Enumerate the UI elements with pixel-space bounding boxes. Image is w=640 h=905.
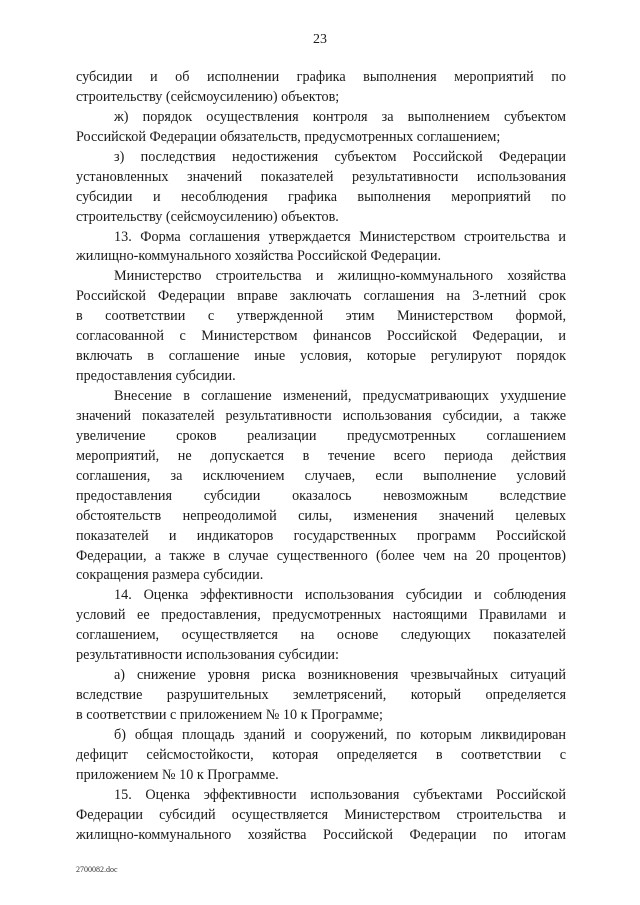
footer-filename: 2700082.doc	[76, 865, 118, 874]
paragraph	[76, 786, 566, 846]
page-number: 23	[313, 32, 327, 47]
text-line: в соответствии с приложением № 10 к Программе;	[76, 707, 383, 723]
text-line: строительству (сейсмоусилению) объектов;	[76, 88, 340, 105]
paragraph	[76, 68, 566, 108]
text-line: согласованной с Министерством финансов Российской Федерации, и	[76, 328, 566, 345]
paragraph	[76, 666, 566, 726]
text-line: результативности использования субсидии:	[76, 647, 339, 664]
paragraph	[76, 148, 566, 228]
text-line: Внесение в соглашение изменений, предусматривающих ухудшение	[114, 388, 566, 404]
document-body	[76, 68, 566, 846]
text-line: жилищно-коммунального хозяйства Российской Федерации по итогам	[76, 826, 566, 843]
text-line: показателей и индикаторов государственных программ Российской	[76, 527, 566, 544]
paragraph	[76, 267, 566, 387]
text-line: вследствие разрушительных землетрясений, который определяется	[76, 687, 566, 704]
text-line: мероприятий, не допускается в течение всего периода действия	[76, 447, 566, 464]
text-line: Российской Федерации вправе заключать соглашения на 3-летний срок	[76, 288, 566, 305]
text-line: дефицит сейсмостойкости, которая определяется в соответствии с	[76, 746, 566, 763]
text-line: значений показателей результативности использования субсидии, а также	[76, 407, 566, 424]
text-line: субсидии и об исполнении графика выполнения мероприятий по	[76, 69, 566, 85]
paragraph	[76, 726, 566, 786]
text-line: жилищно-коммунального хозяйства Российской Федерации.	[76, 248, 442, 265]
text-line: 13. Форма соглашения утверждается Министерством строительства и	[114, 228, 566, 245]
text-line: предоставления субсидии.	[76, 368, 236, 385]
text-line: Федерации субсидий осуществляется Министерством строительства и	[76, 806, 566, 823]
text-line: предоставления субсидии оказалось невозможным вследствие	[76, 487, 566, 504]
text-line: б) общая площадь зданий и сооружений, по которым ликвидирован	[114, 726, 566, 743]
paragraph	[76, 228, 566, 268]
text-line: включать в соглашение иные условия, которые регулируют порядок	[76, 348, 566, 365]
paragraph	[76, 586, 566, 666]
paragraph	[76, 387, 566, 586]
text-line: установленных значений показателей результативности использования	[76, 168, 566, 185]
text-line: соглашением, осуществляется на основе следующих показателей	[76, 627, 566, 644]
text-line: 15. Оценка эффективности использования субъектами Российской	[114, 786, 566, 803]
text-line: 14. Оценка эффективности использования субсидии и соблюдения	[114, 587, 566, 604]
text-line: увеличение сроков реализации предусмотренных соглашением	[76, 427, 566, 444]
text-line: субсидии и несоблюдения графика выполнения мероприятий по	[76, 188, 566, 205]
text-line: Министерство строительства и жилищно-коммунального хозяйства	[114, 268, 566, 285]
text-line: приложением № 10 к Программе.	[76, 766, 279, 783]
text-line: условий ее предоставления, предусмотренных настоящими Правилами и	[76, 607, 566, 624]
text-line: в соответствии с утвержденной этим Министерством формой,	[76, 308, 566, 325]
text-line: сокращения размера субсидии.	[76, 567, 264, 584]
text-line: з) последствия недостижения субъектом Российской Федерации	[114, 148, 566, 165]
text-line: строительству (сейсмоусилению) объектов.	[76, 208, 339, 225]
paragraph	[76, 108, 566, 148]
text-line: обстоятельств непреодолимой силы, изменения значений целевых	[76, 507, 566, 524]
text-line: Российской Федерации обязательств, предусмотренных соглашением;	[76, 128, 501, 145]
text-line: ж) порядок осуществления контроля за выполнением субъектом	[114, 108, 566, 125]
text-line: Федерации, а также в случае существенного (более чем на 20 процентов)	[76, 547, 566, 564]
text-line: а) снижение уровня риска возникновения чрезвычайных ситуаций	[114, 667, 566, 684]
text-line: соглашения, за исключением случаев, если выполнение условий	[76, 467, 566, 484]
